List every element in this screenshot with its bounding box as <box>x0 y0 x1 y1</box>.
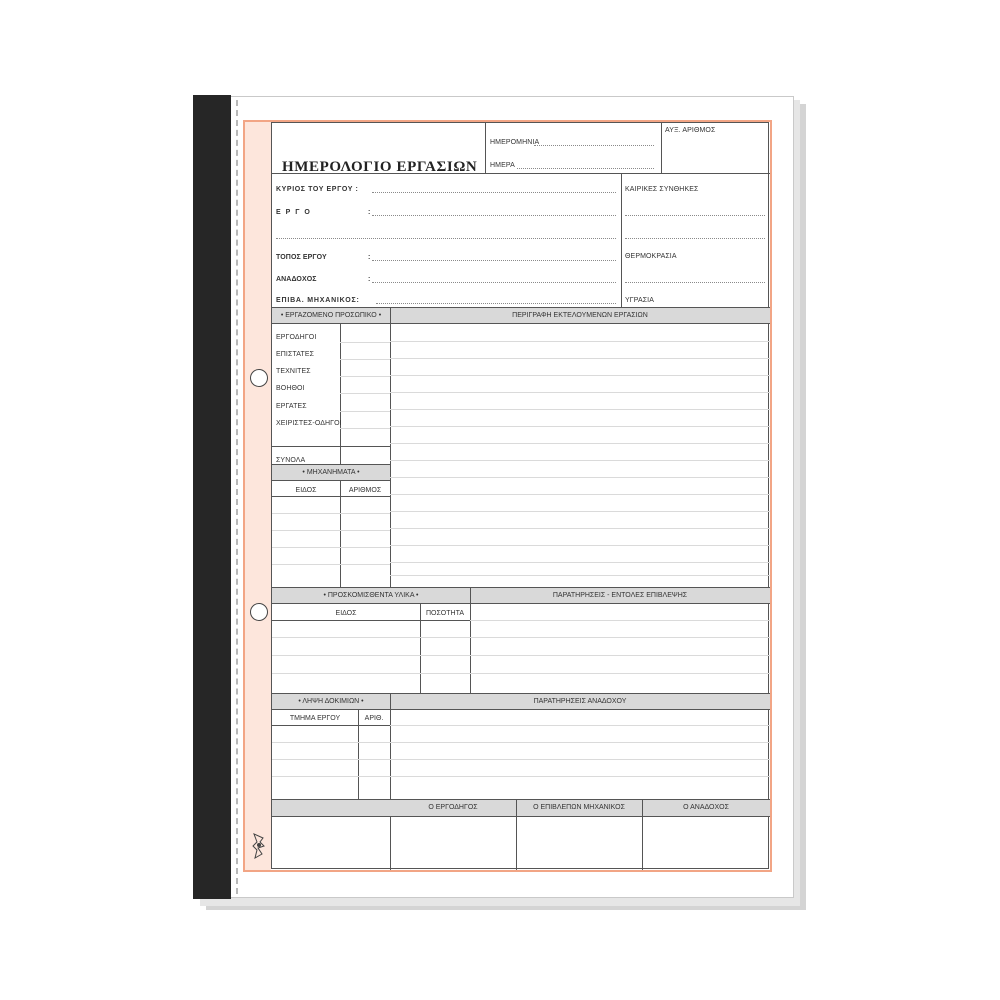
publisher-logo-icon <box>251 832 267 860</box>
staff-row-assistants: ΒΟΗΘΟΙ <box>276 385 305 392</box>
serial-number-label: ΑΥΞ. ΑΡΙΘΜΟΣ <box>665 127 716 134</box>
binder-hole-top <box>250 369 268 387</box>
materials-header: • ΠΡΟΣΚΟΜΙΣΘΕΝΤΑ ΥΛΙΚΑ • <box>323 592 419 599</box>
date-field[interactable] <box>534 145 654 146</box>
owner-field[interactable] <box>372 192 616 193</box>
sign-engineer-label: Ο ΕΠΙΒΛΕΠΩΝ ΜΗΧΑΝΙΚΟΣ <box>533 804 625 811</box>
day-label: ΗΜΕΡΑ <box>490 162 515 169</box>
weather-label: ΚΑΙΡΙΚΕΣ ΣΥΝΘΗΚΕΣ <box>625 186 699 193</box>
temperature-field[interactable] <box>625 282 765 283</box>
sign-engineer-box[interactable] <box>517 817 642 869</box>
date-label: ΗΜΕΡΟΜΗΝΙΑ <box>490 139 540 146</box>
supervisor-label: ΕΠΙΒΑ. ΜΗΧΑΝΙΚΟΣ: <box>276 297 360 304</box>
staff-row-foremen: ΕΡΓΟΔΗΓΟΙ <box>276 334 317 341</box>
contractor-label: ΑΝΑΔΟΧΟΣ <box>276 276 317 283</box>
book-binding <box>193 95 231 899</box>
machines-number-header: ΑΡΙΘΜΟΣ <box>348 487 382 494</box>
samples-part-header: ΤΜΗΜΑ ΕΡΓΟΥ <box>289 715 341 722</box>
weather-field-2[interactable] <box>625 238 765 239</box>
sign-contractor-label: Ο ΑΝΑΔΟΧΟΣ <box>683 804 729 811</box>
samples-header: • ΛΗΨΗ ΔΟΚΙΜΙΩΝ • <box>298 698 364 705</box>
sign-foreman-box[interactable] <box>390 817 516 869</box>
totals-label: ΣΥΝΟΛΑ <box>276 457 306 464</box>
humidity-label: ΥΓΡΑΣΙΑ <box>625 297 654 304</box>
site-label: ΤΟΠΟΣ ΕΡΓΟΥ <box>276 254 327 261</box>
owner-label: ΚΥΡΙΟΣ ΤΟΥ ΕΡΓΟΥ : <box>276 186 359 193</box>
form-title: ΗΜΕΡΟΛΟΓΙΟ ΕΡΓΑΣΙΩΝ <box>282 159 478 175</box>
weather-field[interactable] <box>625 215 765 216</box>
site-field[interactable] <box>372 260 616 261</box>
sign-foreman-label: Ο ΕΡΓΟΔΗΓΟΣ <box>428 804 478 811</box>
contractor-remarks-header: ΠΑΡΑΤΗΡΗΣΕΙΣ ΑΝΑΔΟΧΟΥ <box>533 698 627 705</box>
works-header: ΠΕΡΙΓΡΑΦΗ ΕΚΤΕΛΟΥΜΕΝΩΝ ΕΡΓΑΣΙΩΝ <box>512 312 648 319</box>
staff-row-technicians: ΤΕΧΝΙΤΕΣ <box>276 368 311 375</box>
materials-type-header: ΕΙΔΟΣ <box>335 610 357 617</box>
remarks-header: ΠΑΡΑΤΗΡΗΣΕΙΣ - ΕΝΤΟΛΕΣ ΕΠΙΒΛΕΨΗΣ <box>552 592 688 599</box>
temperature-label: ΘΕΡΜΟΚΡΑΣΙΑ <box>625 253 677 260</box>
project-colon: : <box>368 209 371 216</box>
work-log-form <box>271 122 769 869</box>
project-field[interactable] <box>372 215 616 216</box>
perforation-line <box>236 100 238 894</box>
staff-row-operators-drivers: ΧΕΙΡΙΣΤΕΣ-ΟΔΗΓΟΙ <box>276 420 342 427</box>
samples-num-header: ΑΡΙΘ. <box>364 715 384 722</box>
project-label: Ε Ρ Γ Ο <box>276 209 312 216</box>
machines-header: • ΜΗΧΑΝΗΜΑΤΑ • <box>302 469 360 476</box>
day-field[interactable] <box>517 168 654 169</box>
machines-type-header: ΕΙΔΟΣ <box>295 487 317 494</box>
materials-qty-header: ΠΟΣΟΤΗΤΑ <box>425 610 465 617</box>
contractor-colon: : <box>368 276 371 283</box>
staff-row-supervisors: ΕΠΙΣΤΑΤΕΣ <box>276 351 315 358</box>
binder-hole-bottom <box>250 603 268 621</box>
contractor-field[interactable] <box>372 282 616 283</box>
project-field-line-2[interactable] <box>276 238 616 239</box>
supervisor-field[interactable] <box>376 303 616 304</box>
staff-row-workers: ΕΡΓΑΤΕΣ <box>276 403 307 410</box>
staff-header: • ΕΡΓΑΖΟΜΕΝΟ ΠΡΟΣΩΠΙΚΟ • <box>280 312 382 319</box>
site-colon: : <box>368 254 371 261</box>
carbon-copy-stub <box>243 120 271 872</box>
sign-contractor-box[interactable] <box>643 817 769 869</box>
